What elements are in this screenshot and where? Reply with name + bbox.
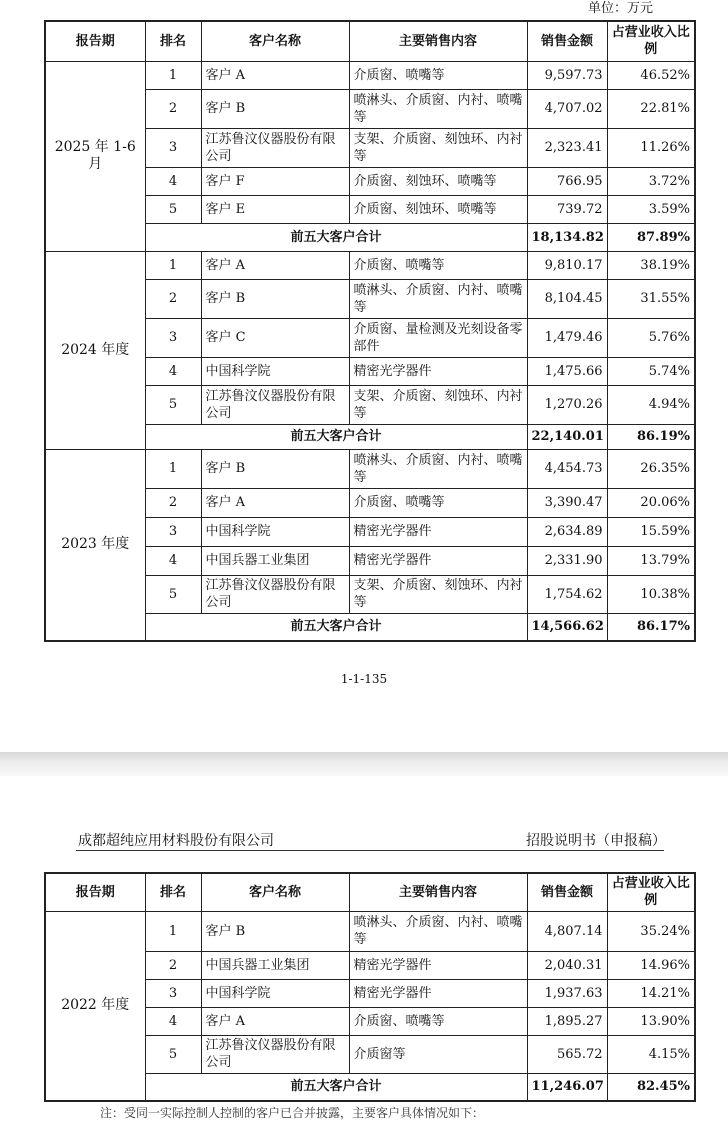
unit-label: 单位：万元 (588, 1, 654, 16)
ratio-cell: 14.96% (607, 951, 695, 979)
period-cell: 2022 年度 (45, 911, 145, 1101)
footnote: 注：受同一实际控制人控制的客户已合并披露，主要客户具体情况如下： (100, 1106, 485, 1120)
rank-cell: 2 (145, 488, 201, 517)
customer-cell: 江苏鲁汶仪器股份有限公司 (201, 128, 349, 167)
total-label: 前五大客户合计 (145, 223, 527, 251)
amount-cell: 4,454.73 (527, 449, 607, 488)
total-ratio: 86.17% (607, 613, 695, 641)
col-rank: 排名 (145, 873, 201, 911)
table-row (45, 61, 695, 89)
customer-cell: 客户 C (201, 318, 349, 357)
amount-cell: 4,707.02 (527, 89, 607, 128)
period-cell: 2023 年度 (45, 449, 145, 641)
total-amount: 22,140.01 (527, 424, 607, 449)
ratio-cell: 10.38% (607, 575, 695, 613)
customer-cell: 客户 B (201, 89, 349, 128)
total-ratio: 87.89% (607, 223, 695, 251)
page-gap (0, 752, 728, 776)
customer-cell: 中国科学院 (201, 357, 349, 385)
rank-cell: 5 (145, 1035, 201, 1073)
customer-cell: 中国科学院 (201, 979, 349, 1007)
company-name: 成都超纯应用材料股份有限公司 (78, 833, 274, 849)
content-cell: 精密光学器件 (349, 357, 527, 385)
total-ratio: 86.19% (607, 424, 695, 449)
col-amount: 销售金额 (527, 873, 607, 911)
customer-cell: 中国兵器工业集团 (201, 546, 349, 575)
col-period: 报告期 (45, 873, 145, 911)
amount-cell: 1,754.62 (527, 575, 607, 613)
col-amount: 销售金额 (527, 21, 607, 61)
content-cell: 介质窗、刻蚀环、喷嘴等 (349, 195, 527, 223)
amount-cell: 1,895.27 (527, 1007, 607, 1035)
rank-cell: 1 (145, 911, 201, 951)
ratio-cell: 5.76% (607, 318, 695, 357)
total-amount: 14,566.62 (527, 613, 607, 641)
rank-cell: 3 (145, 128, 201, 167)
amount-cell: 4,807.14 (527, 911, 607, 951)
customer-cell: 客户 A (201, 1007, 349, 1035)
ratio-cell: 4.94% (607, 385, 695, 424)
ratio-cell: 38.19% (607, 251, 695, 279)
amount-cell: 2,634.89 (527, 517, 607, 546)
content-cell: 精密光学器件 (349, 979, 527, 1007)
customer-cell: 中国科学院 (201, 517, 349, 546)
amount-cell: 739.72 (527, 195, 607, 223)
customer-cell: 客户 A (201, 61, 349, 89)
content-cell: 喷淋头、介质窗、内衬、喷嘴等 (349, 449, 527, 488)
amount-cell: 1,937.63 (527, 979, 607, 1007)
rank-cell: 5 (145, 385, 201, 424)
amount-cell: 9,597.73 (527, 61, 607, 89)
total-label: 前五大客户合计 (145, 1073, 527, 1101)
ratio-cell: 26.35% (607, 449, 695, 488)
customer-cell: 客户 E (201, 195, 349, 223)
rank-cell: 4 (145, 546, 201, 575)
amount-cell: 9,810.17 (527, 251, 607, 279)
customer-cell: 客户 A (201, 251, 349, 279)
ratio-cell: 5.74% (607, 357, 695, 385)
ratio-cell: 13.79% (607, 546, 695, 575)
total-label: 前五大客户合计 (145, 424, 527, 449)
ratio-cell: 11.26% (607, 128, 695, 167)
ratio-cell: 46.52% (607, 61, 695, 89)
ratio-cell: 4.15% (607, 1035, 695, 1073)
amount-cell: 565.72 (527, 1035, 607, 1073)
rank-cell: 5 (145, 195, 201, 223)
content-cell: 精密光学器件 (349, 951, 527, 979)
amount-cell: 2,323.41 (527, 128, 607, 167)
rank-cell: 4 (145, 1007, 201, 1035)
amount-cell: 1,479.46 (527, 318, 607, 357)
amount-cell: 2,040.31 (527, 951, 607, 979)
ratio-cell: 15.59% (607, 517, 695, 546)
rank-cell: 1 (145, 449, 201, 488)
customer-cell: 客户 B (201, 911, 349, 951)
amount-cell: 766.95 (527, 167, 607, 195)
col-content: 主要销售内容 (349, 21, 527, 61)
amount-cell: 1,475.66 (527, 357, 607, 385)
rank-cell: 1 (145, 251, 201, 279)
rank-cell: 1 (145, 61, 201, 89)
total-ratio: 82.45% (607, 1073, 695, 1101)
customer-table-1 (44, 20, 696, 642)
content-cell: 精密光学器件 (349, 546, 527, 575)
col-ratio: 占营业收入比例 (607, 21, 695, 61)
amount-cell: 8,104.45 (527, 279, 607, 318)
header-row (45, 873, 695, 911)
header-divider (76, 850, 664, 851)
content-cell: 喷淋头、介质窗、内衬、喷嘴等 (349, 911, 527, 951)
rank-cell: 3 (145, 517, 201, 546)
rank-cell: 4 (145, 167, 201, 195)
header-row (45, 21, 695, 61)
amount-cell: 2,331.90 (527, 546, 607, 575)
ratio-cell: 3.59% (607, 195, 695, 223)
customer-cell: 客户 A (201, 488, 349, 517)
content-cell: 介质窗、喷嘴等 (349, 251, 527, 279)
content-cell: 喷淋头、介质窗、内衬、喷嘴等 (349, 279, 527, 318)
col-period: 报告期 (45, 21, 145, 61)
total-amount: 11,246.07 (527, 1073, 607, 1101)
content-cell: 介质窗、喷嘴等 (349, 1007, 527, 1035)
content-cell: 介质窗等 (349, 1035, 527, 1073)
table-row (45, 449, 695, 488)
customer-cell: 客户 B (201, 279, 349, 318)
customer-cell: 江苏鲁汶仪器股份有限公司 (201, 385, 349, 424)
ratio-cell: 13.90% (607, 1007, 695, 1035)
rank-cell: 2 (145, 89, 201, 128)
customer-cell: 中国兵器工业集团 (201, 951, 349, 979)
rank-cell: 3 (145, 979, 201, 1007)
ratio-cell: 14.21% (607, 979, 695, 1007)
content-cell: 支架、介质窗、刻蚀环、内衬等 (349, 385, 527, 424)
col-customer: 客户名称 (201, 21, 349, 61)
content-cell: 介质窗、喷嘴等 (349, 61, 527, 89)
amount-cell: 1,270.26 (527, 385, 607, 424)
page-number: 1-1-135 (340, 672, 388, 686)
content-cell: 精密光学器件 (349, 517, 527, 546)
customer-table-2 (44, 872, 696, 1102)
period-cell: 2024 年度 (45, 251, 145, 449)
customer-cell: 客户 B (201, 449, 349, 488)
total-amount: 18,134.82 (527, 223, 607, 251)
rank-cell: 2 (145, 951, 201, 979)
col-ratio: 占营业收入比例 (607, 873, 695, 911)
col-rank: 排名 (145, 21, 201, 61)
table-row (45, 911, 695, 951)
ratio-cell: 22.81% (607, 89, 695, 128)
customer-cell: 客户 F (201, 167, 349, 195)
rank-cell: 3 (145, 318, 201, 357)
customer-cell: 江苏鲁汶仪器股份有限公司 (201, 575, 349, 613)
ratio-cell: 20.06% (607, 488, 695, 517)
period-cell: 2025 年 1-6 月 (45, 61, 145, 251)
amount-cell: 3,390.47 (527, 488, 607, 517)
content-cell: 介质窗、喷嘴等 (349, 488, 527, 517)
rank-cell: 4 (145, 357, 201, 385)
ratio-cell: 35.24% (607, 911, 695, 951)
table-row (45, 251, 695, 279)
ratio-cell: 31.55% (607, 279, 695, 318)
document-type: 招股说明书（申报稿） (526, 833, 666, 849)
content-cell: 支架、介质窗、刻蚀环、内衬等 (349, 575, 527, 613)
content-cell: 介质窗、量检测及光刻设备零部件 (349, 318, 527, 357)
content-cell: 支架、介质窗、刻蚀环、内衬等 (349, 128, 527, 167)
ratio-cell: 3.72% (607, 167, 695, 195)
rank-cell: 5 (145, 575, 201, 613)
rank-cell: 2 (145, 279, 201, 318)
content-cell: 介质窗、刻蚀环、喷嘴等 (349, 167, 527, 195)
content-cell: 喷淋头、介质窗、内衬、喷嘴等 (349, 89, 527, 128)
total-label: 前五大客户合计 (145, 613, 527, 641)
col-content: 主要销售内容 (349, 873, 527, 911)
customer-cell: 江苏鲁汶仪器股份有限公司 (201, 1035, 349, 1073)
col-customer: 客户名称 (201, 873, 349, 911)
